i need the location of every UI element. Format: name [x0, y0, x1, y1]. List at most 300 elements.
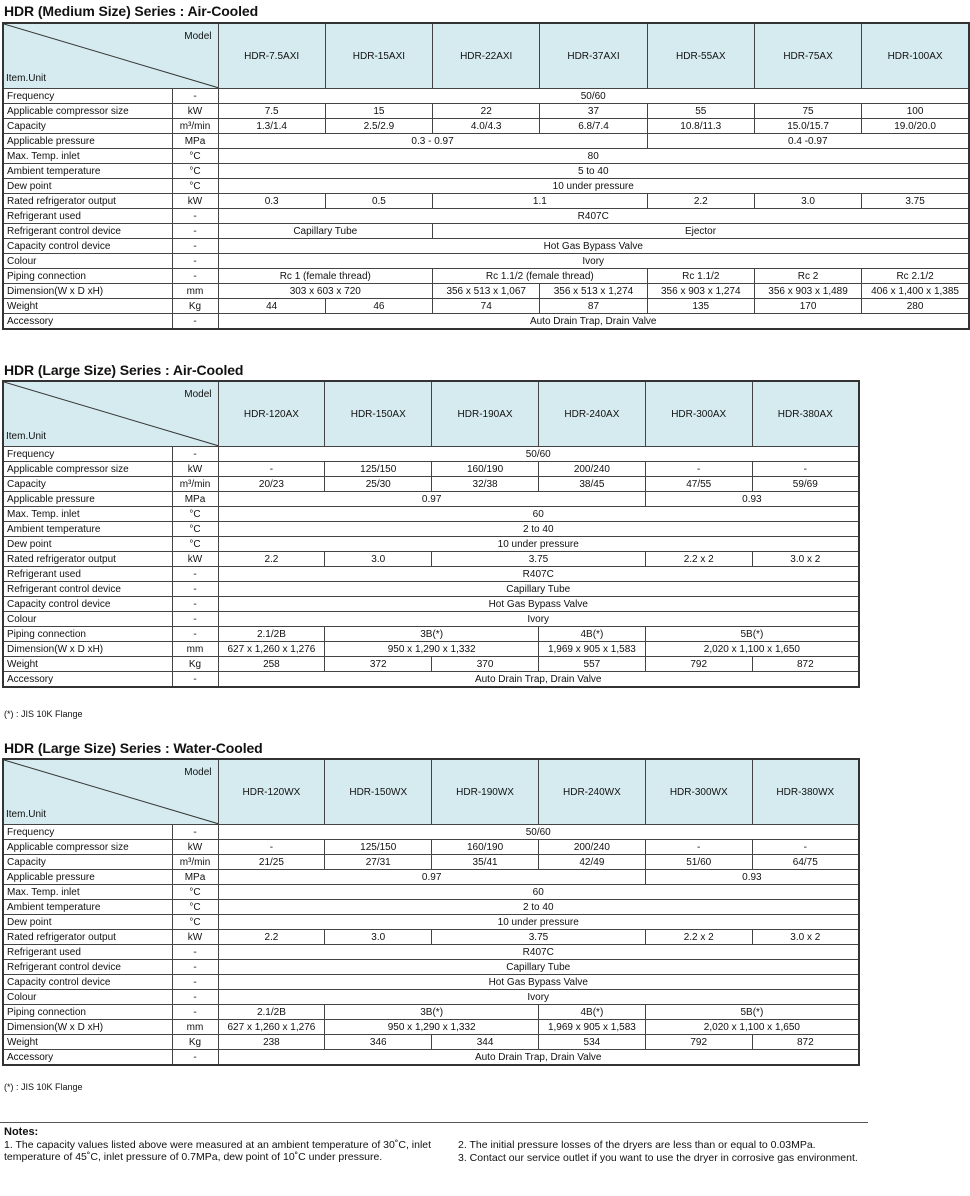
table-cell: 346: [325, 1035, 432, 1050]
note-2: 2. The initial pressure losses of the dryers are less than or equal to 0.03MPa.: [458, 1139, 816, 1151]
row-item-label: Refrigerant control device: [3, 960, 172, 975]
table-cell: Rc 1 (female thread): [218, 269, 433, 284]
row-item-label: Refrigerant used: [3, 945, 172, 960]
table-cell: 7.5: [218, 104, 325, 119]
table-row: [3, 537, 859, 552]
note-3: 3. Contact our service outlet if you want to use the dryer in corrosive gas environment.: [458, 1152, 858, 1164]
table-cell: 0.97: [218, 492, 645, 507]
row-item-label: Capacity control device: [3, 975, 172, 990]
table-cell: 50/60: [218, 447, 859, 462]
table-cell: 15: [325, 104, 432, 119]
table-row: [3, 447, 859, 462]
row-unit: °C: [172, 149, 218, 164]
row-unit: °C: [172, 164, 218, 179]
table-row: [3, 657, 859, 672]
table-row: [3, 462, 859, 477]
row-unit: °C: [172, 522, 218, 537]
table-cell: 2.2: [218, 552, 325, 567]
table-cell: 0.3: [218, 194, 325, 209]
table-cell: 0.97: [218, 870, 645, 885]
table-row: [3, 284, 969, 299]
table-row: [3, 825, 859, 840]
row-unit: -: [172, 612, 218, 627]
table-cell: R407C: [218, 945, 859, 960]
row-unit: Kg: [172, 657, 218, 672]
table-cell: 356 x 513 x 1,274: [540, 284, 647, 299]
row-item-label: Dew point: [3, 179, 172, 194]
model-header-cell: HDR-120WX: [218, 759, 325, 825]
table-row: [3, 149, 969, 164]
table-cell: Auto Drain Trap, Drain Valve: [218, 672, 859, 688]
row-unit: -: [172, 825, 218, 840]
table-cell: Hot Gas Bypass Valve: [218, 975, 859, 990]
table-row: [3, 492, 859, 507]
table-cell: 356 x 903 x 1,274: [647, 284, 754, 299]
row-unit: -: [172, 239, 218, 254]
row-item-label: Colour: [3, 612, 172, 627]
table-cell: 406 x 1,400 x 1,385: [862, 284, 969, 299]
table-cell: Auto Drain Trap, Drain Valve: [218, 314, 969, 330]
row-unit: kW: [172, 930, 218, 945]
row-unit: °C: [172, 915, 218, 930]
model-header-cell: HDR-150AX: [325, 381, 432, 447]
row-unit: -: [172, 672, 218, 688]
model-header-cell: HDR-380WX: [752, 759, 859, 825]
row-item-label: Rated refrigerator output: [3, 930, 172, 945]
row-unit: Kg: [172, 299, 218, 314]
model-header-cell: HDR-15AXI: [325, 23, 432, 89]
row-unit: mm: [172, 642, 218, 657]
row-unit: -: [172, 975, 218, 990]
row-unit: m³/min: [172, 477, 218, 492]
table-cell: 0.3 - 0.97: [218, 134, 647, 149]
item-unit-label: Item.Unit: [6, 809, 47, 820]
table-cell: 2.2: [218, 930, 325, 945]
row-item-label: Weight: [3, 1035, 172, 1050]
table-row: [3, 990, 859, 1005]
row-unit: -: [172, 582, 218, 597]
row-unit: -: [172, 447, 218, 462]
row-unit: -: [172, 960, 218, 975]
table-cell: 35/41: [432, 855, 539, 870]
row-item-label: Max. Temp. inlet: [3, 885, 172, 900]
model-header-cell: HDR-100AX: [862, 23, 969, 89]
table-cell: 50/60: [218, 825, 859, 840]
model-header-cell: HDR-190WX: [432, 759, 539, 825]
header-row: [3, 23, 969, 89]
table-cell: R407C: [218, 209, 969, 224]
table-cell: 55: [647, 104, 754, 119]
notes-title: Notes:: [4, 1126, 39, 1138]
table-row: [3, 900, 859, 915]
row-item-label: Dimension(W x D xH): [3, 1020, 172, 1035]
row-item-label: Piping connection: [3, 627, 172, 642]
table-cell: Rc 1.1/2 (female thread): [433, 269, 648, 284]
table-cell: Capillary Tube: [218, 224, 433, 239]
row-item-label: Capacity control device: [3, 239, 172, 254]
row-unit: m³/min: [172, 855, 218, 870]
header-corner-cell: [3, 381, 218, 447]
row-unit: MPa: [172, 492, 218, 507]
item-unit-label: Item.Unit: [6, 73, 47, 84]
table-cell: -: [218, 840, 325, 855]
row-item-label: Applicable pressure: [3, 492, 172, 507]
table-cell: 200/240: [538, 840, 645, 855]
table-row: [3, 627, 859, 642]
table-row: [3, 194, 969, 209]
footnote-large-air: (*) : JIS 10K Flange: [4, 709, 83, 719]
table-cell: 38/45: [538, 477, 645, 492]
row-unit: m³/min: [172, 119, 218, 134]
table-cell: -: [752, 840, 859, 855]
table-cell: 3.0: [325, 552, 432, 567]
table-cell: 3B(*): [325, 1005, 539, 1020]
row-item-label: Colour: [3, 254, 172, 269]
table-cell: -: [645, 462, 752, 477]
table-cell: R407C: [218, 567, 859, 582]
notes-divider: [0, 1122, 868, 1123]
row-item-label: Weight: [3, 657, 172, 672]
table-cell: 100: [862, 104, 969, 119]
table-cell: Capillary Tube: [218, 960, 859, 975]
model-header-cell: HDR-22AXI: [433, 23, 540, 89]
table-cell: Rc 2: [754, 269, 861, 284]
model-header-cell: HDR-380AX: [752, 381, 859, 447]
row-item-label: Capacity control device: [3, 597, 172, 612]
table-cell: 125/150: [325, 462, 432, 477]
row-unit: °C: [172, 885, 218, 900]
table-cell: 60: [218, 507, 859, 522]
header-row: [3, 381, 859, 447]
table-cell: Ejector: [433, 224, 969, 239]
table-cell: 872: [752, 657, 859, 672]
table-cell: 60: [218, 885, 859, 900]
row-item-label: Dew point: [3, 537, 172, 552]
table-row: [3, 960, 859, 975]
table-cell: 5 to 40: [218, 164, 969, 179]
table-cell: 10 under pressure: [218, 915, 859, 930]
section-title-large-air: HDR (Large Size) Series : Air-Cooled: [4, 362, 244, 378]
row-unit: -: [172, 567, 218, 582]
model-header-cell: HDR-240AX: [538, 381, 645, 447]
table-cell: 792: [645, 657, 752, 672]
table-cell: 74: [433, 299, 540, 314]
table-cell: 303 x 603 x 720: [218, 284, 433, 299]
table-cell: 64/75: [752, 855, 859, 870]
item-unit-label: Item.Unit: [6, 431, 47, 442]
row-unit: °C: [172, 507, 218, 522]
table-cell: 46: [325, 299, 432, 314]
row-item-label: Piping connection: [3, 1005, 172, 1020]
table-row: [3, 612, 859, 627]
row-unit: -: [172, 627, 218, 642]
row-unit: -: [172, 209, 218, 224]
table-row: [3, 179, 969, 194]
table-cell: 1.3/1.4: [218, 119, 325, 134]
row-unit: -: [172, 1005, 218, 1020]
table-cell: 534: [538, 1035, 645, 1050]
table-cell: 20/23: [218, 477, 325, 492]
table-cell: 160/190: [432, 462, 539, 477]
table-row: [3, 885, 859, 900]
table-cell: 5B(*): [645, 1005, 859, 1020]
table-cell: 80: [218, 149, 969, 164]
table-cell: 200/240: [538, 462, 645, 477]
table-cell: 25/30: [325, 477, 432, 492]
table-cell: 50/60: [218, 89, 969, 104]
table-cell: 2.5/2.9: [325, 119, 432, 134]
row-item-label: Applicable compressor size: [3, 840, 172, 855]
table-cell: 4B(*): [538, 1005, 645, 1020]
table-cell: 170: [754, 299, 861, 314]
row-item-label: Dimension(W x D xH): [3, 284, 172, 299]
table-cell: -: [752, 462, 859, 477]
row-item-label: Max. Temp. inlet: [3, 149, 172, 164]
table-row: [3, 840, 859, 855]
model-label: Model: [184, 767, 212, 778]
table-cell: 47/55: [645, 477, 752, 492]
table-cell: 2.1/2B: [218, 1005, 325, 1020]
row-item-label: Applicable pressure: [3, 134, 172, 149]
model-header-cell: HDR-120AX: [218, 381, 325, 447]
table-cell: 10 under pressure: [218, 537, 859, 552]
table-cell: Auto Drain Trap, Drain Valve: [218, 1050, 859, 1066]
header-corner-cell: [3, 759, 218, 825]
table-cell: 19.0/20.0: [862, 119, 969, 134]
table-row: [3, 299, 969, 314]
table-cell: 792: [645, 1035, 752, 1050]
table-cell: 0.5: [325, 194, 432, 209]
row-item-label: Colour: [3, 990, 172, 1005]
table-cell: -: [645, 840, 752, 855]
table-cell: 2,020 x 1,100 x 1,650: [645, 642, 859, 657]
table-cell: 372: [325, 657, 432, 672]
table-cell: 3B(*): [325, 627, 539, 642]
row-item-label: Weight: [3, 299, 172, 314]
table-cell: 5B(*): [645, 627, 859, 642]
row-item-label: Frequency: [3, 825, 172, 840]
row-item-label: Capacity: [3, 855, 172, 870]
spec-table-large-water: [2, 758, 860, 1066]
model-header-cell: HDR-150WX: [325, 759, 432, 825]
table-cell: 0.4 -0.97: [647, 134, 969, 149]
table-cell: Ivory: [218, 990, 859, 1005]
table-cell: 2.1/2B: [218, 627, 325, 642]
row-item-label: Accessory: [3, 1050, 172, 1066]
table-row: [3, 104, 969, 119]
table-row: [3, 597, 859, 612]
table-cell: 0.93: [645, 870, 859, 885]
table-cell: 3.0 x 2: [752, 930, 859, 945]
table-cell: 21/25: [218, 855, 325, 870]
table-row: [3, 134, 969, 149]
row-unit: °C: [172, 179, 218, 194]
row-item-label: Refrigerant control device: [3, 582, 172, 597]
row-unit: -: [172, 1050, 218, 1066]
section-title-large-water: HDR (Large Size) Series : Water-Cooled: [4, 740, 263, 756]
table-row: [3, 164, 969, 179]
model-header-cell: HDR-55AX: [647, 23, 754, 89]
table-cell: 3.0: [325, 930, 432, 945]
table-cell: 51/60: [645, 855, 752, 870]
model-header-cell: HDR-240WX: [538, 759, 645, 825]
table-row: [3, 915, 859, 930]
table-cell: 10.8/11.3: [647, 119, 754, 134]
table-cell: Ivory: [218, 254, 969, 269]
row-unit: -: [172, 254, 218, 269]
model-header-cell: HDR-190AX: [432, 381, 539, 447]
row-item-label: Frequency: [3, 447, 172, 462]
row-item-label: Piping connection: [3, 269, 172, 284]
table-cell: Ivory: [218, 612, 859, 627]
table-row: [3, 870, 859, 885]
model-label: Model: [184, 389, 212, 400]
row-item-label: Rated refrigerator output: [3, 552, 172, 567]
table-cell: 10 under pressure: [218, 179, 969, 194]
table-cell: 2 to 40: [218, 900, 859, 915]
row-unit: Kg: [172, 1035, 218, 1050]
table-row: [3, 672, 859, 688]
row-item-label: Refrigerant used: [3, 209, 172, 224]
row-unit: kW: [172, 462, 218, 477]
row-item-label: Ambient temperature: [3, 900, 172, 915]
row-unit: °C: [172, 900, 218, 915]
table-cell: 87: [540, 299, 647, 314]
table-row: [3, 552, 859, 567]
row-item-label: Ambient temperature: [3, 164, 172, 179]
table-cell: 627 x 1,260 x 1,276: [218, 642, 325, 657]
row-item-label: Ambient temperature: [3, 522, 172, 537]
table-row: [3, 855, 859, 870]
table-row: [3, 522, 859, 537]
table-row: [3, 477, 859, 492]
table-cell: 238: [218, 1035, 325, 1050]
table-cell: 1,969 x 905 x 1,583: [538, 1020, 645, 1035]
row-item-label: Refrigerant used: [3, 567, 172, 582]
table-cell: 557: [538, 657, 645, 672]
table-cell: 627 x 1,260 x 1,276: [218, 1020, 325, 1035]
table-cell: 950 x 1,290 x 1,332: [325, 642, 539, 657]
table-cell: Hot Gas Bypass Valve: [218, 597, 859, 612]
table-row: [3, 209, 969, 224]
table-cell: 344: [432, 1035, 539, 1050]
row-item-label: Frequency: [3, 89, 172, 104]
row-unit: -: [172, 990, 218, 1005]
table-cell: 2.2: [647, 194, 754, 209]
table-cell: 950 x 1,290 x 1,332: [325, 1020, 539, 1035]
table-row: [3, 930, 859, 945]
note-1: 1. The capacity values listed above were measured at an ambient temperature of 30˚C, inlet temperature of 45˚C, inlet pressure of 0.7MPa, dew point of 10˚C under pressure.: [4, 1139, 432, 1163]
row-unit: -: [172, 314, 218, 330]
row-unit: mm: [172, 1020, 218, 1035]
spec-table-large-air: [2, 380, 860, 688]
row-item-label: Refrigerant control device: [3, 224, 172, 239]
table-row: [3, 254, 969, 269]
row-unit: kW: [172, 104, 218, 119]
table-row: [3, 1035, 859, 1050]
table-cell: 370: [432, 657, 539, 672]
row-unit: kW: [172, 194, 218, 209]
table-cell: 280: [862, 299, 969, 314]
table-row: [3, 567, 859, 582]
table-cell: 2 to 40: [218, 522, 859, 537]
table-cell: 3.0 x 2: [752, 552, 859, 567]
spec-table-medium-air: [2, 22, 970, 330]
table-cell: 2,020 x 1,100 x 1,650: [645, 1020, 859, 1035]
table-row: [3, 119, 969, 134]
row-unit: °C: [172, 537, 218, 552]
row-item-label: Capacity: [3, 477, 172, 492]
table-cell: 1.1: [433, 194, 648, 209]
row-unit: -: [172, 597, 218, 612]
table-cell: 27/31: [325, 855, 432, 870]
table-cell: Rc 2.1/2: [862, 269, 969, 284]
table-row: [3, 507, 859, 522]
table-cell: 3.0: [754, 194, 861, 209]
table-row: [3, 1050, 859, 1066]
table-cell: 3.75: [432, 552, 646, 567]
table-cell: 44: [218, 299, 325, 314]
table-cell: 15.0/15.7: [754, 119, 861, 134]
table-cell: 3.75: [432, 930, 646, 945]
table-cell: 2.2 x 2: [645, 930, 752, 945]
row-item-label: Applicable compressor size: [3, 462, 172, 477]
table-row: [3, 269, 969, 284]
row-item-label: Applicable compressor size: [3, 104, 172, 119]
model-label: Model: [184, 31, 212, 42]
footnote-large-water: (*) : JIS 10K Flange: [4, 1082, 83, 1092]
table-cell: 4.0/4.3: [433, 119, 540, 134]
table-cell: 22: [433, 104, 540, 119]
row-unit: -: [172, 89, 218, 104]
table-cell: -: [218, 462, 325, 477]
table-row: [3, 314, 969, 330]
table-cell: 3.75: [862, 194, 969, 209]
table-row: [3, 224, 969, 239]
row-item-label: Dew point: [3, 915, 172, 930]
table-cell: Rc 1.1/2: [647, 269, 754, 284]
row-unit: -: [172, 945, 218, 960]
header-row: [3, 759, 859, 825]
table-cell: 356 x 903 x 1,489: [754, 284, 861, 299]
table-cell: 1,969 x 905 x 1,583: [538, 642, 645, 657]
row-unit: -: [172, 269, 218, 284]
table-cell: Capillary Tube: [218, 582, 859, 597]
row-item-label: Dimension(W x D xH): [3, 642, 172, 657]
row-unit: mm: [172, 284, 218, 299]
section-title-medium-air: HDR (Medium Size) Series : Air-Cooled: [4, 3, 259, 19]
row-item-label: Accessory: [3, 314, 172, 330]
table-cell: 160/190: [432, 840, 539, 855]
table-row: [3, 582, 859, 597]
table-cell: Hot Gas Bypass Valve: [218, 239, 969, 254]
row-item-label: Capacity: [3, 119, 172, 134]
table-cell: 59/69: [752, 477, 859, 492]
row-unit: MPa: [172, 134, 218, 149]
table-row: [3, 642, 859, 657]
table-cell: 356 x 513 x 1,067: [433, 284, 540, 299]
row-unit: -: [172, 224, 218, 239]
table-row: [3, 945, 859, 960]
table-row: [3, 239, 969, 254]
model-header-cell: HDR-300AX: [645, 381, 752, 447]
header-corner-cell: [3, 23, 218, 89]
model-header-cell: HDR-300WX: [645, 759, 752, 825]
row-unit: MPa: [172, 870, 218, 885]
row-item-label: Rated refrigerator output: [3, 194, 172, 209]
row-item-label: Applicable pressure: [3, 870, 172, 885]
table-cell: 4B(*): [538, 627, 645, 642]
